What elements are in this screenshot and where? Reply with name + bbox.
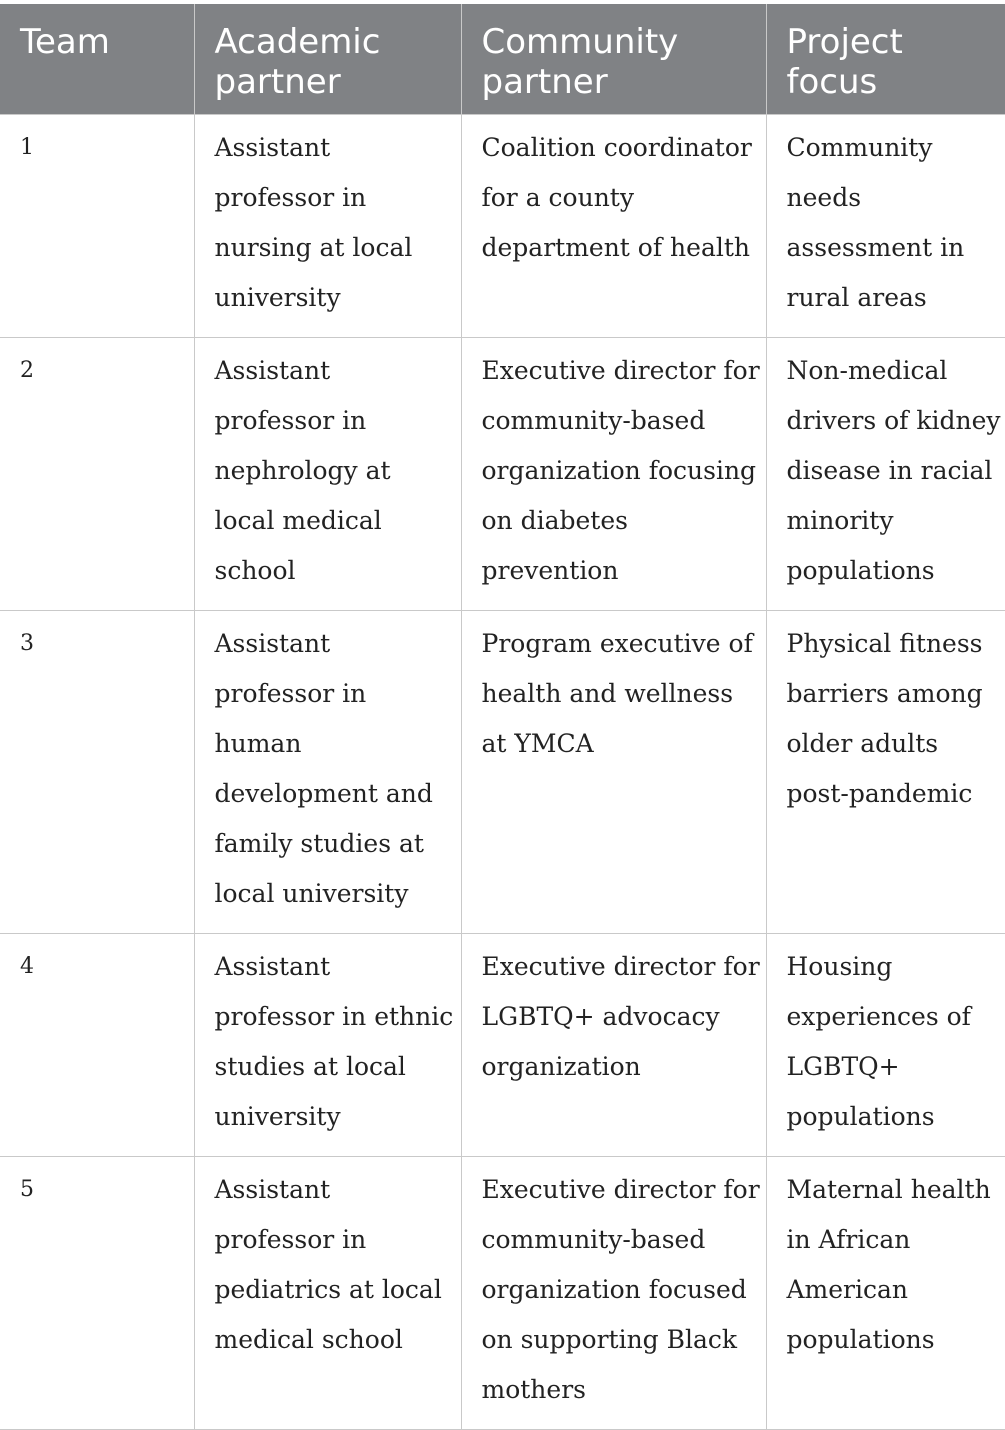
header-row xyxy=(0,4,1005,114)
table-row xyxy=(0,114,1005,337)
partnership-table xyxy=(0,4,1005,1430)
header-team: Team xyxy=(0,4,194,114)
community-partner-cell: Executive director for LGBTQ+ advocacy organization xyxy=(461,933,766,1156)
academic-partner-cell: Assistant professor in human development and family studies at local university xyxy=(194,610,461,933)
table-header xyxy=(0,4,1005,114)
academic-partner-cell: Assistant professor in nephrology at local medical school xyxy=(194,337,461,610)
project-focus-cell: Physical fitness barriers among older adults post-pandemic xyxy=(766,610,1005,933)
academic-partner-cell: Assistant professor in ethnic studies at local university xyxy=(194,933,461,1156)
table-row xyxy=(0,1156,1005,1429)
community-partner-cell: Executive director for community-based organization focusing on diabetes prevention xyxy=(461,337,766,610)
academic-partner-cell: Assistant professor in pediatrics at local medical school xyxy=(194,1156,461,1429)
header-academic-partner: Academic partner xyxy=(194,4,461,114)
table-body xyxy=(0,114,1005,1429)
project-focus-cell: Community needs assessment in rural areas xyxy=(766,114,1005,337)
team-cell: 2 xyxy=(0,337,194,610)
table-row xyxy=(0,610,1005,933)
table-row xyxy=(0,337,1005,610)
table-row xyxy=(0,933,1005,1156)
project-focus-cell: Non-medical drivers of kidney disease in racial minority populations xyxy=(766,337,1005,610)
team-cell: 4 xyxy=(0,933,194,1156)
project-focus-cell: Housing experiences of LGBTQ+ populations xyxy=(766,933,1005,1156)
community-partner-cell: Executive director for community-based organization focused on supporting Black mothers xyxy=(461,1156,766,1429)
project-focus-cell: Maternal health in African American populations xyxy=(766,1156,1005,1429)
team-cell: 1 xyxy=(0,114,194,337)
header-project-focus: Project focus xyxy=(766,4,1005,114)
team-cell: 3 xyxy=(0,610,194,933)
academic-partner-cell: Assistant professor in nursing at local university xyxy=(194,114,461,337)
community-partner-cell: Program executive of health and wellness at YMCA xyxy=(461,610,766,933)
community-partner-cell: Coalition coordinator for a county department of health xyxy=(461,114,766,337)
header-community-partner: Community partner xyxy=(461,4,766,114)
team-cell: 5 xyxy=(0,1156,194,1429)
